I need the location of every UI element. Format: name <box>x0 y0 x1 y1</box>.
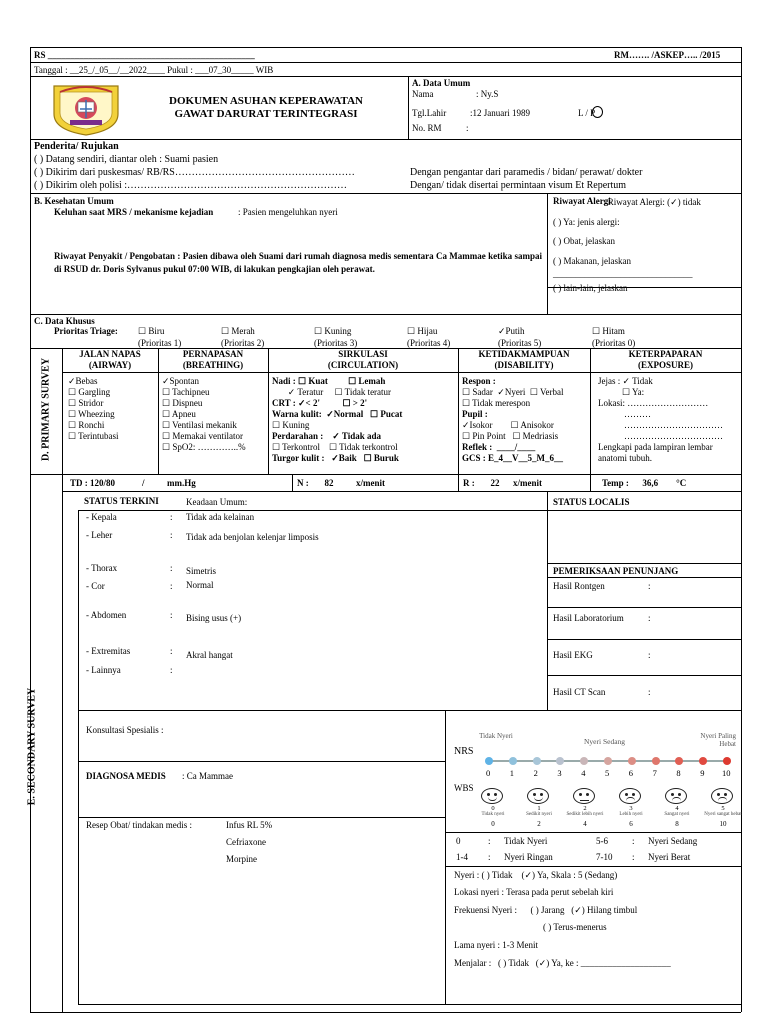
colon: : <box>648 613 651 623</box>
wbs-face-desc: Sedikit nyeri <box>526 812 552 817</box>
nrs-number: 6 <box>628 768 634 778</box>
nrs-dot[interactable] <box>652 757 660 765</box>
no-rm-label: No. RM <box>412 123 442 133</box>
triage-sub: (Prioritas 3) <box>314 338 358 348</box>
alergi-line[interactable]: ( ) Obat, jelaskan <box>553 236 615 246</box>
colon: : <box>170 530 173 540</box>
wbs-face-desc: Lebih nyeri <box>619 812 643 817</box>
breathing-option[interactable]: ☐ Tachipneu <box>162 386 210 397</box>
circulation-nadi-rhythm[interactable]: ✓ Teratur ☐ Tidak teratur <box>272 386 392 397</box>
colon: : <box>648 581 651 591</box>
airway-header: JALAN NAPAS <box>79 349 141 359</box>
wbs-face-icon[interactable] <box>481 788 503 804</box>
exposure-lokasi-line[interactable]: ……… <box>624 408 651 419</box>
rujukan-heading: Penderita/ Rujukan <box>34 141 119 152</box>
exam-label-cor: - Cor <box>86 581 105 591</box>
circulation-options <box>272 376 402 464</box>
status-localis-heading: STATUS LOCALIS <box>553 497 630 507</box>
exposure-lokasi-line[interactable]: …………………………… <box>624 419 723 430</box>
primary-survey-label: D. PRIMARY SURVEY <box>40 357 52 462</box>
disability-respon[interactable]: ☐ Sadar ✓Nyeri ☐ Verbal <box>462 386 564 397</box>
nrs-dot[interactable] <box>485 757 493 765</box>
breathing-option[interactable]: ☐ Memakai ventilator <box>162 430 244 441</box>
alergi-line[interactable]: ( ) lain-lain, jelaskan <box>553 282 628 293</box>
disability-tidak-merespon[interactable]: ☐ Tidak merespon <box>462 397 531 408</box>
exam-label-extremitas: - Extremitas <box>86 646 131 656</box>
triage-sub: (Prioritas 2) <box>221 338 265 348</box>
wbs-face-icon[interactable] <box>665 788 687 804</box>
triage-option-putih[interactable]: ✓Putih <box>498 326 525 336</box>
exam-label-leher: - Leher <box>86 530 113 540</box>
frekuensi-nyeri[interactable]: Frekuensi Nyeri : ( ) Jarang (✓) Hilang timbul <box>454 905 638 915</box>
rujukan-visum: Dengan/ tidak disertai permintaan visum Et Repertum <box>410 180 627 191</box>
nrs-number: 3 <box>557 768 562 778</box>
exam-label-lainnya: - Lainnya <box>86 665 121 675</box>
nrs-number: 10 <box>722 768 731 778</box>
breathing-option[interactable]: ☐ Apneu <box>162 408 196 419</box>
resep-item[interactable]: Cefriaxone <box>226 837 266 847</box>
wbs-face-icon[interactable] <box>573 788 595 804</box>
nrs-number: 0 <box>486 768 491 778</box>
menjalar[interactable]: Menjalar : ( ) Tidak (✓) Ya, ke : ____________________ <box>454 958 671 968</box>
nrs-nyeri-hebat: Nyeri Paling Hebat <box>700 732 736 748</box>
exposure-jejas[interactable]: Jejas : ✓ Tidak <box>598 376 653 386</box>
hasil-rontgen-label: Hasil Rontgen <box>553 581 605 591</box>
data-umum-heading: A. Data Umum <box>412 78 471 88</box>
resep-item[interactable]: Morpine <box>226 854 257 864</box>
triage-sub: (Prioritas 1) <box>138 338 182 348</box>
exposure-note: Lengkapi pada lampiran lembar <box>598 441 713 452</box>
exposure-options <box>598 376 723 464</box>
breathing-options <box>162 376 246 453</box>
disability-respon-label: Respon : <box>462 376 496 386</box>
resep-item[interactable]: Infus RL 5% <box>226 820 273 830</box>
hasil-ct-label: Hasil CT Scan <box>553 687 606 697</box>
breathing-header: PERNAPASAN <box>182 349 244 359</box>
disability-pupil[interactable]: ✓Isokor ☐ Anisokor <box>462 419 554 430</box>
exam-label-abdomen: - Abdomen <box>86 610 127 620</box>
wbs-face-index: 0 <box>491 805 495 812</box>
lama-nyeri[interactable]: Lama nyeri : 1-3 Menit <box>454 940 538 950</box>
wbs-face-icon[interactable] <box>711 788 733 804</box>
wbs-face-icon[interactable] <box>527 788 549 804</box>
vital-td[interactable]: TD : 120/80 / mm.Hg <box>70 478 196 488</box>
exam-label-thorax: - Thorax <box>86 563 118 573</box>
legend-code: 0 <box>456 836 461 846</box>
nrs-dot[interactable] <box>675 757 683 765</box>
nrs-dot[interactable] <box>556 757 564 765</box>
nrs-number: 5 <box>605 768 610 778</box>
exposure-subheader: (EXPOSURE) <box>637 360 693 370</box>
colon: : <box>170 646 173 656</box>
wbs-face-index: 3 <box>629 805 633 812</box>
disability-reflek[interactable]: Reflek : ____/____ <box>462 441 536 452</box>
no-rm-value[interactable]: : <box>466 123 469 133</box>
airway-option[interactable]: ☐ Stridor <box>68 397 104 408</box>
konsultasi-spesialis[interactable]: Konsultasi Spesialis : <box>86 725 164 735</box>
breathing-option[interactable]: ☐ Ventilasi mekanik <box>162 419 237 430</box>
colon: : <box>170 563 173 573</box>
exposure-lokasi-line[interactable]: …………………………… <box>624 430 723 441</box>
disability-header: KETIDAKMAMPUAN <box>478 349 570 359</box>
legend-code: 7-10 <box>596 852 613 862</box>
colon: : <box>170 512 173 522</box>
disability-pupil-label: Pupil : <box>462 408 488 419</box>
secondary-survey-label: E. SECONDARY SURVEY <box>26 687 38 806</box>
wbs-face-score: 2 <box>537 820 541 828</box>
airway-subheader: (AIRWAY) <box>88 360 132 370</box>
nama-value[interactable]: : Ny.S <box>476 89 499 99</box>
wbs-face-icon[interactable] <box>619 788 641 804</box>
gender-circle-mark <box>592 106 603 118</box>
rs-field[interactable]: RS ______________________________________________ <box>34 50 255 60</box>
vital-nadi[interactable]: N : 82 x/menit <box>297 478 385 488</box>
breathing-option[interactable]: ☐ SpO2: …………..% <box>162 441 246 452</box>
colon: : <box>632 836 635 846</box>
disability-pupil-2[interactable]: ☐ Pin Point ☐ Medriasis <box>462 430 559 441</box>
nrs-label: NRS <box>454 746 474 757</box>
triage-option-hijau[interactable]: ☐ Hijau <box>407 326 438 336</box>
tanggal-pukul-field[interactable]: Tanggal : __25_/_05__/__2022____ Pukul : ___07_30_____ WIB <box>34 65 274 75</box>
triage-option-kuning[interactable]: ☐ Kuning <box>314 326 352 336</box>
exam-value-leher[interactable]: Tidak ada benjolan kelenjar limposis <box>186 532 319 542</box>
alergi-line: _______________________________ <box>553 269 693 279</box>
exam-value-abdomen[interactable]: Bising usus (+) <box>186 613 242 623</box>
keluhan-label: Keluhan saat MRS / mekanisme kejadian <box>54 207 214 217</box>
colon: : <box>488 836 491 846</box>
nrs-number: 7 <box>652 768 657 778</box>
circulation-kuning[interactable]: ☐ Kuning <box>272 419 310 430</box>
rujukan-line-datang[interactable]: ( ) Datang sendiri, diantar oleh : Suami pasien <box>34 154 219 165</box>
rujukan-line-polisi[interactable]: ( ) Dikirim oleh polisi :………………………………………………………… <box>34 180 348 191</box>
nrs-number: 4 <box>581 768 586 778</box>
nrs-number: 8 <box>676 768 681 778</box>
circulation-turgor[interactable]: Turgor kulit : ✓Baik ☐ Buruk <box>272 452 399 463</box>
tgl-lahir-label: Tgl.Lahir <box>412 108 447 118</box>
exam-value-kepala[interactable]: Tidak ada kelainan <box>186 512 255 522</box>
alergi-line[interactable]: : Riwayat Alergi: (✓) tidak <box>603 197 701 207</box>
colon: : <box>648 687 651 697</box>
nrs-number: 9 <box>700 768 705 778</box>
nyeri-status[interactable]: Nyeri : ( ) Tidak (✓) Ya, Skala : 5 (Sedang) <box>454 870 618 880</box>
hasil-lab-label: Hasil Laboratorium <box>553 613 624 623</box>
nrs-dot[interactable] <box>604 757 612 765</box>
wbs-face-desc: Sedikit lebih nyeri <box>566 812 604 817</box>
legend-code: 1-4 <box>456 852 468 862</box>
breathing-option[interactable]: ☐ Dispneu <box>162 397 203 408</box>
legend-desc: Tidak Nyeri <box>504 836 548 846</box>
penunjang-heading: PEMERIKSAAN PENUNJANG <box>553 566 679 576</box>
wbs-face-desc: Sangat nyeri <box>664 812 690 817</box>
exam-value-cor[interactable]: Normal <box>186 580 214 590</box>
nrs-dot[interactable] <box>723 757 731 765</box>
wbs-face-index: 1 <box>537 805 541 812</box>
exam-label-kepala: - Kepala <box>86 512 117 522</box>
diagnosa-medis-label: DIAGNOSA MEDIS <box>86 771 166 781</box>
document-title-line1: DOKUMEN ASUHAN KEPERAWATAN <box>169 95 363 107</box>
nama-label: Nama <box>412 89 434 99</box>
circulation-perdarahan[interactable]: Perdarahan : ✓ Tidak ada <box>272 430 381 441</box>
colon: : <box>632 852 635 862</box>
airway-option[interactable]: ☐ Terintubasi <box>68 430 119 441</box>
alergi-title: Riwayat Alergi <box>553 196 611 206</box>
wbs-face-desc: Tidak nyeri <box>481 812 505 817</box>
document-title-line2: GAWAT DARURAT TERINTEGRASI <box>174 108 358 120</box>
resep-label: Resep Obat/ tindakan medis : <box>86 820 192 830</box>
circulation-subheader: (CIRCULATION) <box>327 360 399 370</box>
exposure-header: KETERPAPARAN <box>628 349 703 359</box>
gender-field[interactable]: L / P <box>578 108 596 118</box>
colon: : <box>170 665 173 675</box>
alergi-line[interactable]: ( ) Makanan, jelaskan <box>553 255 631 266</box>
nrs-number: 1 <box>509 768 515 778</box>
exposure-note: anatomi tubuh. <box>598 452 652 463</box>
kesehatan-heading: B. Kesehatan Umum <box>34 196 114 206</box>
frekuensi-nyeri-terus[interactable]: ( ) Terus-menerus <box>543 922 607 932</box>
airway-options <box>68 376 119 442</box>
diagnosa-medis-value[interactable]: : Ca Mammae <box>182 771 233 781</box>
wbs-label: WBS <box>454 783 474 793</box>
keadaan-umum[interactable]: Keadaan Umum: <box>186 497 248 507</box>
triage-sub: (Prioritas 5) <box>498 338 542 348</box>
status-terkini-heading: STATUS TERKINI <box>84 496 159 506</box>
vital-temp[interactable]: Temp : 36,6 °C <box>602 478 687 488</box>
keluhan-value[interactable]: : Pasien mengeluhkan nyeri <box>238 207 338 217</box>
exam-value-extremitas[interactable]: Akral hangat <box>186 650 233 660</box>
circulation-warna-kulit[interactable]: Warna kulit: ✓Normal ☐ Pucat <box>272 408 403 419</box>
colon: : <box>170 581 173 591</box>
wbs-face-score: 8 <box>675 820 679 828</box>
legend-code: 5-6 <box>596 836 608 846</box>
colon: : <box>648 650 651 660</box>
hasil-ekg-label: Hasil EKG <box>553 650 593 660</box>
airway-option[interactable]: ✓Bebas <box>68 376 98 386</box>
wbs-face-index: 2 <box>583 805 587 812</box>
circulation-nadi[interactable]: Nadi : ☐ Kuat ☐ Lemah <box>272 376 386 386</box>
legend-desc: Nyeri Ringan <box>504 852 553 862</box>
breathing-subheader: (BREATHING) <box>182 360 244 370</box>
wbs-face-desc: Nyeri sangat hebat <box>704 812 742 817</box>
lokasi-nyeri[interactable]: Lokasi nyeri : Terasa pada perut sebelah kiri <box>454 887 614 897</box>
rujukan-line-puskesmas[interactable]: ( ) Dikirim dari puskesmas/ RB/RS……………………………………………… <box>34 167 355 178</box>
disability-gcs[interactable]: GCS : E_4__V__5_M_6__ <box>462 452 563 463</box>
wbs-face-index: 5 <box>721 805 725 812</box>
vital-respirasi[interactable]: R : 22 x/menit <box>463 478 542 488</box>
triage-option-merah[interactable]: ☐ Merah <box>221 326 255 336</box>
circulation-header: SIRKULASI <box>338 349 388 359</box>
triage-option-hitam[interactable]: ☐ Hitam <box>592 326 625 336</box>
triage-option-biru[interactable]: ☐ Biru <box>138 326 165 336</box>
nrs-dot[interactable] <box>628 757 636 765</box>
wbs-face-score: 4 <box>583 820 587 828</box>
breathing-option[interactable]: ✓Spontan <box>162 376 200 386</box>
airway-option[interactable]: ☐ Wheezing <box>68 408 115 419</box>
wbs-face-score: 6 <box>629 820 633 828</box>
alergi-list <box>553 196 736 295</box>
triage-sub: (Prioritas 0) <box>592 338 636 348</box>
nrs-dot[interactable] <box>580 757 588 765</box>
disability-subheader: (DISABILITY) <box>494 360 554 370</box>
data-khusus-heading: C. Data Khusus <box>34 316 95 326</box>
airway-option[interactable]: ☐ Ronchi <box>68 419 105 430</box>
wbs-face-score: 10 <box>719 820 727 828</box>
wbs-face-index: 4 <box>675 805 679 812</box>
exposure-lokasi[interactable]: Lokasi: ……………………… <box>598 397 709 408</box>
disability-options <box>462 376 564 464</box>
nrs-tidak-nyeri: Tidak Nyeri <box>479 732 513 740</box>
rm-askep-field[interactable]: RM……. /ASKEP….. /2015 <box>614 50 721 60</box>
colon: : <box>488 852 491 862</box>
exam-value-thorax[interactable]: Simetris <box>186 566 217 576</box>
tgl-lahir-value[interactable]: :12 Januari 1989 <box>470 108 530 118</box>
nrs-nyeri-sedang: Nyeri Sedang <box>584 737 626 746</box>
legend-desc: Nyeri Sedang <box>648 836 698 846</box>
nrs-number: 2 <box>533 768 538 778</box>
rujukan-pengantar: Dengan pengantar dari paramedis / bidan/ perawat/ dokter <box>410 167 643 178</box>
circulation-terkontrol[interactable]: ☐ Terkontrol ☐ Tidak terkontrol <box>272 441 398 452</box>
airway-option[interactable]: ☐ Gargling <box>68 386 111 397</box>
institution-logo <box>46 80 126 136</box>
legend-desc: Nyeri Berat <box>648 852 691 862</box>
nrs-dot[interactable] <box>509 757 517 765</box>
alergi-line[interactable]: ( ) Ya: jenis alergi: <box>553 216 620 227</box>
triage-label: Prioritas Triage: <box>54 326 118 336</box>
triage-sub: (Prioritas 4) <box>407 338 451 348</box>
colon: : <box>170 610 173 620</box>
exposure-ya[interactable]: ☐ Ya: <box>622 386 645 397</box>
nrs-dot[interactable] <box>699 757 707 765</box>
nrs-dot[interactable] <box>533 757 541 765</box>
circulation-crt[interactable]: CRT : ✓< 2' ☐ > 2' <box>272 397 368 408</box>
riwayat-penyakit[interactable]: Riwayat Penyakit / Pengobatan : Pasien dibawa oleh Suami dari rumah diagnosa medis sementara Ca Mammae ketika sampai di RSUD dr. Doris Sylvanus pukul 07:00 WIB, di lakukan pengkajian oleh perawat. <box>54 251 542 275</box>
wbs-face-score: 0 <box>491 820 495 828</box>
